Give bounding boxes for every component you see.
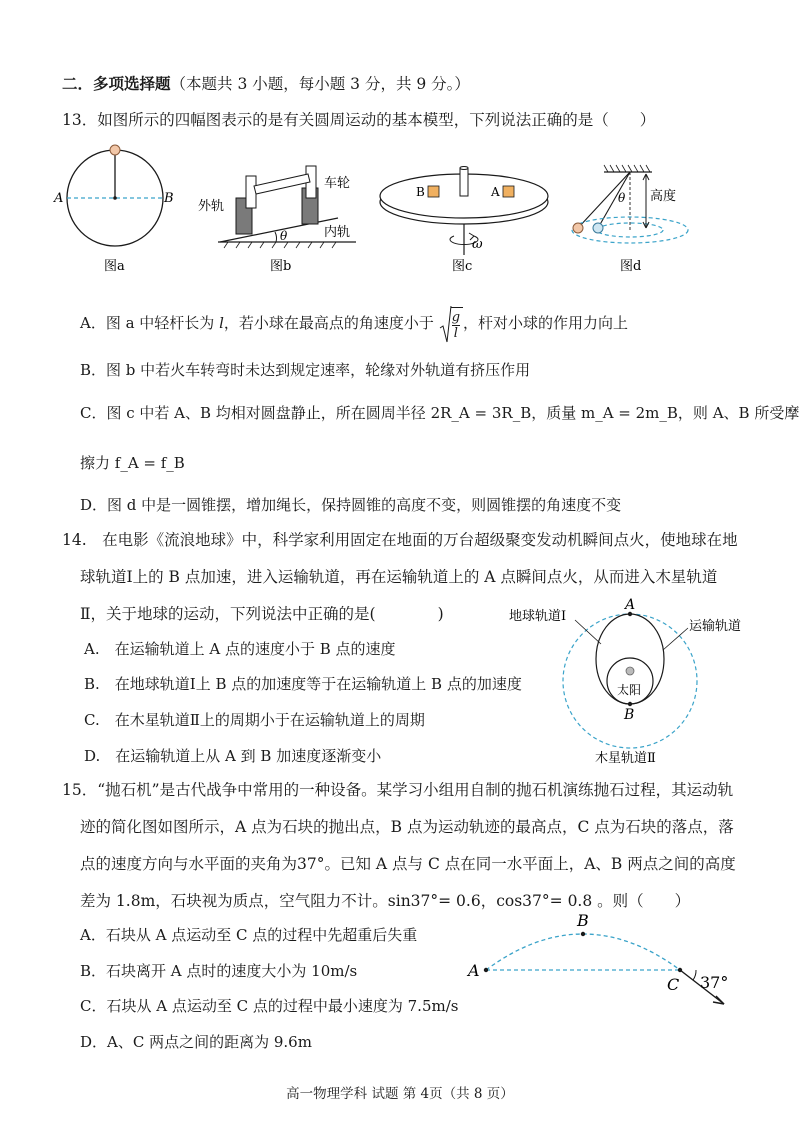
fig-c-block-b [428,186,439,197]
fig-d-ball-1 [573,223,583,233]
trajectory-figure [462,910,762,1030]
fig-b-angle-arc [275,232,276,242]
label-a: A [468,961,480,980]
section-title: 多项选择题 [93,75,171,93]
point-a-dot [484,968,488,972]
fig-d-angle: θ [618,191,626,205]
fig-c-block-a [503,186,514,197]
q14-stem-line3: Ⅱ，关于地球的运动，下列说法中正确的是( ) [80,605,444,623]
section-heading [62,72,470,94]
q13-option-d[interactable]: D．图 d 中是一圆锥摆，增加绳长，保持圆锥的高度不变，则圆锥摆的角速度不变 [80,496,622,514]
fig-b-label-outer: 外轨 [198,199,225,214]
sun-icon [626,667,634,675]
q13-a-post: ，杆对小球的作用力向上 [463,314,629,332]
label-c: C [667,975,680,994]
q13-a-mid: ，若小球在最高点的角速度小于 [223,314,434,332]
fig-b-angle: θ [280,229,288,243]
fig-a-label-right: B [164,191,174,206]
q15-option-c[interactable]: C．石块从 A 点运动至 C 点的过程中最小速度为 7.5m/s [80,997,459,1015]
figure-c [378,160,558,275]
angle-arc [693,970,696,980]
trajectory-curve [486,934,680,970]
fig-c-caption: 图c [452,259,473,274]
q14-option-b[interactable]: B. 在地球轨道Ⅰ上 B 点的加速度等于在运输轨道上 B 点的加速度 [84,675,522,693]
q13-stem: 13．如图所示的四幅图表示的是有关圆周运动的基本模型，下列说法正确的是（ ） [62,111,656,129]
label-point-a: A [625,597,636,613]
fig-d-height-label: 高度 [650,189,677,204]
jupiter-orbit-circle [563,614,697,748]
q13-option-c-line2[interactable]: 擦力 f_A = f_B [80,454,185,472]
fig-c-axis-top [460,168,468,196]
q14-option-c[interactable]: C. 在木星轨道Ⅱ上的周期小于在运输轨道上的周期 [84,711,425,729]
label-sun: 太阳 [617,683,642,697]
fig-b-wheel-left [246,176,256,208]
fig-b-caption: 图b [270,259,292,274]
fig-c-label-a: A [491,185,500,199]
point-b-dot [628,702,632,706]
section-number: 二． [62,75,94,93]
fig-a-label-left: A [54,191,64,206]
label-angle: 37° [700,973,729,992]
fig-c-label-b: B [416,185,425,199]
q15-option-b[interactable]: B．石块离开 A 点时的速度大小为 10m/s [80,962,358,980]
label-b: B [577,911,589,930]
q14-option-a[interactable]: A. 在运输轨道上 A 点的速度小于 B 点的速度 [84,640,396,658]
q14-stem-line2: 球轨道Ⅰ上的 B 点加速，进入运输轨道，再在运输轨道上的 A 点瞬间点火，从而进入木星轨道 [80,568,718,586]
fig-c-omega: ω [472,237,483,252]
figure-d [560,160,700,275]
q15-stem-line4: 差为 1.8m，石块视为质点，空气阻力不计。sin37°= 0.6，cos37°= 0.8 。则（ ） [80,892,691,910]
q13-option-b[interactable]: B．图 b 中若火车转弯时未达到规定速率，轮缘对外轨道有挤压作用 [80,361,531,379]
q13-a-frac-den: l [453,326,458,341]
figure-b [198,160,368,275]
label-point-b: B [624,707,635,723]
sqrt-icon [439,304,451,344]
fig-b-label-inner: 内轨 [324,225,351,240]
q13-option-a[interactable] [80,304,628,344]
page-footer: 高一物理学科 试题 第 4页（共 8 页） [286,1086,514,1102]
orbit-figure [505,598,775,768]
fig-a-ball [110,145,120,155]
q15-option-a[interactable]: A．石块从 A 点运动至 C 点的过程中先超重后失重 [80,926,418,944]
q14-stem-line1: 14. 在电影《流浪地球》中，科学家利用固定在地面的万台超级聚变发动机瞬间点火，使地球在地 [62,531,738,549]
label-jupiter-orbit: 木星轨道Ⅱ [595,751,656,766]
label-earth-orbit: 地球轨道Ⅰ [509,609,567,624]
point-b-dot [581,932,585,936]
earth-orbit-circle [607,658,653,704]
q15-stem-line3: 点的速度方向与水平面的夹角为37°。已知 A 点与 C 点在同一水平面上，A、B 两点之间的高度 [80,855,736,873]
q13-a-pre: A．图 a 中轻杆长为 [80,314,215,332]
section-note: （本题共 3 小题，每小题 3 分，共 9 分。） [170,75,470,93]
figure-a [54,140,180,275]
label-transfer-orbit: 运输轨道 [689,619,742,634]
q13-a-fraction [451,307,463,341]
q13-option-c-line1[interactable]: C．图 c 中若 A、B 均相对圆盘静止，所在圆周半径 2R_A = 3R_B，质量 m_A = 2m_B，则 A、B 所受摩 [80,404,800,422]
q15-stem-line1: 15．“抛石机”是古代战争中常用的一种设备。某学习小组用自制的抛石机演练抛石过程，其运动轨 [62,781,734,799]
q13-a-l: l [219,314,224,332]
q15-option-d[interactable]: D．A、C 两点之间的距离为 9.6m [80,1033,312,1051]
fig-a-caption: 图a [104,259,125,274]
fig-d-ball-2 [593,223,603,233]
q15-stem-line2: 迹的简化图如图所示，A 点为石块的抛出点，B 点为运动轨迹的最高点，C 点为石块的落点，落 [80,818,734,836]
q14-option-d[interactable]: D. 在运输轨道上从 A 到 B 加速度逐渐变小 [84,747,382,765]
fig-d-caption: 图d [620,259,642,274]
fig-b-label-wheel: 车轮 [324,176,351,191]
point-c-dot [678,968,682,972]
q13-a-frac-num: g [451,310,461,325]
fig-a-center [113,196,117,200]
